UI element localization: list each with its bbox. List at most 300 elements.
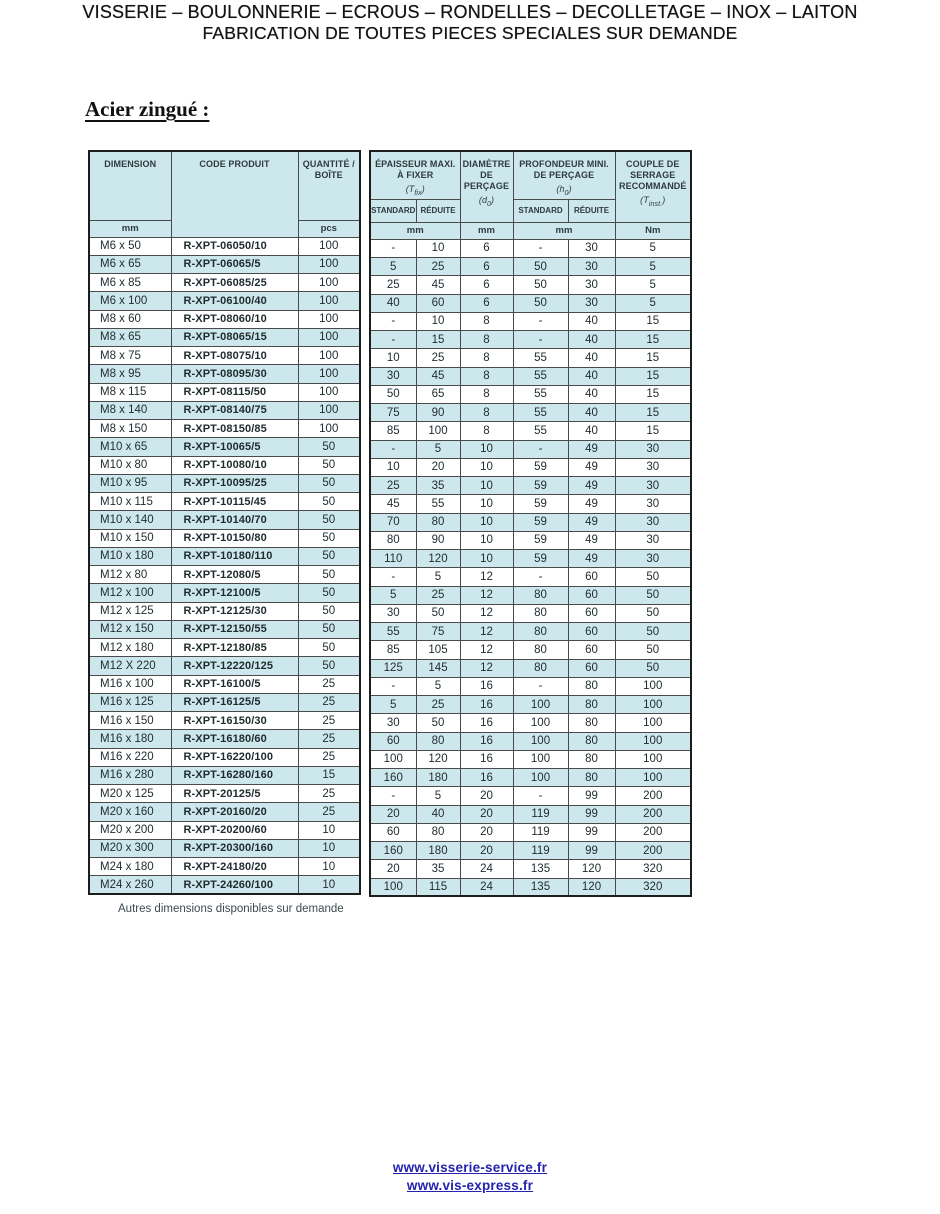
dimension-cell: M8 x 95 <box>89 365 171 383</box>
subheader-profondeur-reduite: RÉDUITE <box>568 199 615 222</box>
epaisseur-standard-cell: 5 <box>370 258 416 276</box>
code-produit-cell: R-XPT-12150/55 <box>171 620 298 638</box>
quantity-cell: 100 <box>298 420 360 438</box>
profondeur-reduite-cell: 120 <box>568 860 615 878</box>
quantity-cell: 100 <box>298 255 360 273</box>
code-produit-cell: R-XPT-08140/75 <box>171 401 298 419</box>
epaisseur-reduite-cell: 5 <box>416 440 460 458</box>
table-row <box>370 769 691 787</box>
profondeur-standard-cell: - <box>513 677 568 695</box>
epaisseur-reduite-cell: 60 <box>416 294 460 312</box>
couple-serrage-cell: 5 <box>615 276 691 294</box>
table-row <box>370 878 691 896</box>
diametre-symbol: $(d_0)$ <box>478 195 495 208</box>
diametre-cell: 20 <box>460 842 513 860</box>
quantity-cell: 25 <box>298 748 360 766</box>
page-header <box>0 2 940 44</box>
right-table-body <box>370 239 691 896</box>
diametre-cell: 24 <box>460 860 513 878</box>
column-header-couple: COUPLE DE SERRAGE RECOMMANDÉ $(T_{inst.})$ <box>615 151 691 222</box>
epaisseur-reduite-cell: 80 <box>416 513 460 531</box>
couple-serrage-cell: 100 <box>615 750 691 768</box>
diametre-cell: 12 <box>460 604 513 622</box>
epaisseur-standard-cell: 50 <box>370 385 416 403</box>
dimension-cell: M12 x 150 <box>89 620 171 638</box>
code-produit-cell: R-XPT-24260/100 <box>171 876 298 894</box>
diametre-cell: 10 <box>460 458 513 476</box>
couple-serrage-cell: 15 <box>615 367 691 385</box>
unit-diametre: mm <box>460 222 513 239</box>
code-produit-cell: R-XPT-24180/20 <box>171 858 298 876</box>
table-row <box>89 255 360 273</box>
diametre-cell: 8 <box>460 385 513 403</box>
diametre-cell: 10 <box>460 550 513 568</box>
profondeur-reduite-cell: 40 <box>568 404 615 422</box>
quantity-cell: 100 <box>298 401 360 419</box>
column-header-epaisseur: ÉPAISSEUR MAXI. À FIXER $(T_{fix})$ <box>370 151 460 199</box>
couple-serrage-cell: 50 <box>615 586 691 604</box>
profondeur-reduite-cell: 49 <box>568 531 615 549</box>
table-row <box>370 331 691 349</box>
quantity-cell: 100 <box>298 383 360 401</box>
table-row <box>89 748 360 766</box>
profondeur-reduite-cell: 40 <box>568 422 615 440</box>
epaisseur-standard-cell: 10 <box>370 349 416 367</box>
epaisseur-reduite-cell: 25 <box>416 696 460 714</box>
table-row <box>89 839 360 857</box>
code-produit-cell: R-XPT-20300/160 <box>171 839 298 857</box>
epaisseur-standard-cell: - <box>370 331 416 349</box>
epaisseur-reduite-cell: 40 <box>416 805 460 823</box>
epaisseur-reduite-cell: 5 <box>416 568 460 586</box>
profondeur-standard-cell: - <box>513 331 568 349</box>
quantity-cell: 50 <box>298 657 360 675</box>
profondeur-reduite-cell: 49 <box>568 477 615 495</box>
profondeur-standard-cell: 80 <box>513 623 568 641</box>
couple-serrage-cell: 50 <box>615 623 691 641</box>
epaisseur-standard-cell: 40 <box>370 294 416 312</box>
epaisseur-reduite-cell: 55 <box>416 495 460 513</box>
profondeur-reduite-cell: 99 <box>568 842 615 860</box>
column-header-profondeur: PROFONDEUR MINI. DE PERÇAGE $(h_0)$ <box>513 151 615 199</box>
dimension-cell: M20 x 160 <box>89 803 171 821</box>
table-row <box>89 383 360 401</box>
table-row <box>370 659 691 677</box>
diametre-cell: 10 <box>460 440 513 458</box>
table-row <box>89 712 360 730</box>
profondeur-reduite-cell: 99 <box>568 823 615 841</box>
column-header-quantite-boite: QUANTITÉ / BOÎTE <box>298 151 360 220</box>
diametre-cell: 20 <box>460 805 513 823</box>
quantity-cell: 25 <box>298 712 360 730</box>
profondeur-standard-cell: - <box>513 787 568 805</box>
code-produit-cell: R-XPT-08150/85 <box>171 420 298 438</box>
profondeur-standard-cell: 50 <box>513 294 568 312</box>
epaisseur-standard-cell: 30 <box>370 367 416 385</box>
quantity-cell: 50 <box>298 584 360 602</box>
table-row <box>89 639 360 657</box>
code-produit-cell: R-XPT-12100/5 <box>171 584 298 602</box>
dimension-cell: M20 x 200 <box>89 821 171 839</box>
quantity-cell: 10 <box>298 839 360 857</box>
quantity-cell: 10 <box>298 821 360 839</box>
profondeur-standard-cell: 59 <box>513 531 568 549</box>
table-row <box>370 750 691 768</box>
table-row <box>89 566 360 584</box>
profondeur-symbol: $(h_0)$ <box>556 184 572 197</box>
epaisseur-standard-cell: 75 <box>370 404 416 422</box>
profondeur-standard-cell: 119 <box>513 805 568 823</box>
dimension-cell: M12 x 100 <box>89 584 171 602</box>
couple-serrage-cell: 50 <box>615 568 691 586</box>
quantity-cell: 50 <box>298 620 360 638</box>
couple-serrage-cell: 15 <box>615 422 691 440</box>
couple-serrage-cell: 100 <box>615 732 691 750</box>
epaisseur-standard-cell: - <box>370 312 416 330</box>
dimension-cell: M20 x 125 <box>89 785 171 803</box>
dimension-cell: M10 x 65 <box>89 438 171 456</box>
code-produit-cell: R-XPT-20125/5 <box>171 785 298 803</box>
diametre-cell: 12 <box>460 623 513 641</box>
diametre-cell: 16 <box>460 714 513 732</box>
epaisseur-reduite-cell: 180 <box>416 769 460 787</box>
profondeur-reduite-cell: 60 <box>568 586 615 604</box>
code-produit-cell: R-XPT-16180/60 <box>171 730 298 748</box>
table-row <box>370 367 691 385</box>
epaisseur-standard-cell: - <box>370 239 416 257</box>
epaisseur-reduite-cell: 145 <box>416 659 460 677</box>
profondeur-standard-cell: 100 <box>513 732 568 750</box>
profondeur-reduite-cell: 49 <box>568 458 615 476</box>
table-row <box>89 766 360 784</box>
diametre-cell: 8 <box>460 422 513 440</box>
dimension-cell: M16 x 220 <box>89 748 171 766</box>
table-row <box>89 310 360 328</box>
product-table <box>88 150 692 897</box>
epaisseur-reduite-cell: 115 <box>416 878 460 896</box>
profondeur-standard-cell: 135 <box>513 860 568 878</box>
table-row <box>370 294 691 312</box>
couple-serrage-cell: 320 <box>615 860 691 878</box>
epaisseur-standard-cell: 100 <box>370 878 416 896</box>
profondeur-reduite-cell: 80 <box>568 769 615 787</box>
dimension-cell: M10 x 180 <box>89 547 171 565</box>
quantity-cell: 25 <box>298 730 360 748</box>
dimension-cell: M6 x 85 <box>89 274 171 292</box>
table-row <box>89 438 360 456</box>
epaisseur-standard-cell: 85 <box>370 641 416 659</box>
quantity-cell: 100 <box>298 310 360 328</box>
table-row <box>370 513 691 531</box>
column-header-diametre: DIAMÈTRE DE PERÇAGE $(d_0)$ <box>460 151 513 222</box>
code-produit-cell: R-XPT-16125/5 <box>171 693 298 711</box>
table-row <box>370 239 691 257</box>
epaisseur-reduite-cell: 10 <box>416 312 460 330</box>
table-row <box>370 477 691 495</box>
epaisseur-reduite-cell: 50 <box>416 714 460 732</box>
couple-serrage-cell: 200 <box>615 787 691 805</box>
couple-serrage-cell: 30 <box>615 531 691 549</box>
table-row <box>370 531 691 549</box>
epaisseur-reduite-cell: 100 <box>416 422 460 440</box>
quantity-cell: 50 <box>298 511 360 529</box>
couple-symbol: $(T_{inst.})$ <box>640 195 666 208</box>
quantity-cell: 100 <box>298 347 360 365</box>
diametre-cell: 16 <box>460 732 513 750</box>
epaisseur-reduite-cell: 75 <box>416 623 460 641</box>
quantity-cell: 25 <box>298 803 360 821</box>
table-row <box>370 677 691 695</box>
profondeur-standard-cell: 59 <box>513 458 568 476</box>
website-link-vis-express[interactable]: www.vis-express.fr <box>406 1178 534 1193</box>
profondeur-reduite-cell: 60 <box>568 659 615 677</box>
table-row <box>370 696 691 714</box>
profondeur-standard-cell: 55 <box>513 422 568 440</box>
dimension-cell: M6 x 100 <box>89 292 171 310</box>
dimension-cell: M10 x 150 <box>89 529 171 547</box>
code-produit-cell: R-XPT-08060/10 <box>171 310 298 328</box>
quantity-cell: 10 <box>298 858 360 876</box>
table-row <box>89 730 360 748</box>
table-row <box>370 805 691 823</box>
profondeur-reduite-cell: 40 <box>568 349 615 367</box>
profondeur-reduite-cell: 80 <box>568 750 615 768</box>
profondeur-reduite-cell: 60 <box>568 604 615 622</box>
diametre-cell: 12 <box>460 641 513 659</box>
table-row <box>89 420 360 438</box>
couple-serrage-cell: 15 <box>615 404 691 422</box>
dimension-cell: M10 x 80 <box>89 456 171 474</box>
epaisseur-reduite-cell: 80 <box>416 732 460 750</box>
table-row <box>89 584 360 602</box>
quantity-cell: 100 <box>298 237 360 255</box>
dimension-cell: M8 x 140 <box>89 401 171 419</box>
couple-serrage-cell: 5 <box>615 239 691 257</box>
code-produit-cell: R-XPT-12180/85 <box>171 639 298 657</box>
quantity-cell: 50 <box>298 639 360 657</box>
table-row <box>370 787 691 805</box>
dimension-cell: M12 X 220 <box>89 657 171 675</box>
code-produit-cell: R-XPT-16150/30 <box>171 712 298 730</box>
profondeur-standard-cell: 80 <box>513 641 568 659</box>
diametre-cell: 10 <box>460 513 513 531</box>
table-row <box>370 258 691 276</box>
couple-serrage-cell: 30 <box>615 495 691 513</box>
product-table-left <box>88 150 361 895</box>
table-row <box>370 312 691 330</box>
table-row <box>89 693 360 711</box>
profondeur-standard-cell: - <box>513 440 568 458</box>
unit-couple: Nm <box>615 222 691 239</box>
footnote: Autres dimensions disponibles sur demande <box>118 903 344 915</box>
dimension-cell: M16 x 125 <box>89 693 171 711</box>
dimension-cell: M24 x 260 <box>89 876 171 894</box>
couple-serrage-cell: 100 <box>615 696 691 714</box>
epaisseur-standard-cell: 45 <box>370 495 416 513</box>
table-row <box>370 276 691 294</box>
profondeur-standard-cell: 50 <box>513 276 568 294</box>
profondeur-standard-cell: 119 <box>513 842 568 860</box>
table-row <box>89 274 360 292</box>
quantity-cell: 50 <box>298 456 360 474</box>
epaisseur-standard-cell: 110 <box>370 550 416 568</box>
diametre-cell: 6 <box>460 258 513 276</box>
unit-dimension: mm <box>89 220 171 237</box>
quantity-cell: 50 <box>298 547 360 565</box>
table-row <box>89 365 360 383</box>
unit-epaisseur: mm <box>370 222 460 239</box>
code-produit-cell: R-XPT-16220/100 <box>171 748 298 766</box>
profondeur-reduite-cell: 40 <box>568 312 615 330</box>
column-header-code-produit: CODE PRODUIT <box>171 151 298 237</box>
table-row <box>370 823 691 841</box>
profondeur-standard-cell: 100 <box>513 769 568 787</box>
profondeur-reduite-cell: 40 <box>568 367 615 385</box>
table-row <box>89 620 360 638</box>
table-row <box>370 604 691 622</box>
profondeur-standard-cell: 55 <box>513 367 568 385</box>
quantity-cell: 50 <box>298 493 360 511</box>
code-produit-cell: R-XPT-12080/5 <box>171 566 298 584</box>
table-row <box>370 440 691 458</box>
epaisseur-reduite-cell: 105 <box>416 641 460 659</box>
quantity-cell: 25 <box>298 693 360 711</box>
code-produit-cell: R-XPT-06050/10 <box>171 237 298 255</box>
code-produit-cell: R-XPT-08115/50 <box>171 383 298 401</box>
code-produit-cell: R-XPT-16280/160 <box>171 766 298 784</box>
subheader-epaisseur-standard: STANDARD <box>370 199 416 222</box>
dimension-cell: M10 x 95 <box>89 474 171 492</box>
quantity-cell: 100 <box>298 328 360 346</box>
profondeur-standard-cell: 55 <box>513 349 568 367</box>
epaisseur-standard-cell: 85 <box>370 422 416 440</box>
quantity-cell: 100 <box>298 365 360 383</box>
code-produit-cell: R-XPT-12125/30 <box>171 602 298 620</box>
left-table-body <box>89 237 360 894</box>
epaisseur-reduite-cell: 25 <box>416 349 460 367</box>
table-row <box>370 732 691 750</box>
code-produit-cell: R-XPT-10140/70 <box>171 511 298 529</box>
epaisseur-reduite-cell: 90 <box>416 404 460 422</box>
profondeur-reduite-cell: 49 <box>568 550 615 568</box>
profondeur-standard-cell: 59 <box>513 495 568 513</box>
code-produit-cell: R-XPT-12220/125 <box>171 657 298 675</box>
profondeur-reduite-cell: 30 <box>568 294 615 312</box>
code-produit-cell: R-XPT-20160/20 <box>171 803 298 821</box>
table-row <box>370 458 691 476</box>
table-row <box>89 328 360 346</box>
couple-serrage-cell: 30 <box>615 513 691 531</box>
profondeur-reduite-cell: 80 <box>568 696 615 714</box>
epaisseur-reduite-cell: 120 <box>416 550 460 568</box>
diametre-cell: 10 <box>460 495 513 513</box>
couple-serrage-cell: 15 <box>615 349 691 367</box>
website-link-visserie-service[interactable]: www.visserie-service.fr <box>392 1160 548 1175</box>
couple-serrage-cell: 200 <box>615 842 691 860</box>
dimension-cell: M8 x 150 <box>89 420 171 438</box>
epaisseur-standard-cell: 5 <box>370 696 416 714</box>
couple-serrage-cell: 15 <box>615 385 691 403</box>
epaisseur-standard-cell: - <box>370 787 416 805</box>
epaisseur-standard-cell: - <box>370 568 416 586</box>
quantity-cell: 25 <box>298 785 360 803</box>
profondeur-standard-cell: 80 <box>513 604 568 622</box>
table-row <box>370 550 691 568</box>
epaisseur-standard-cell: 20 <box>370 805 416 823</box>
profondeur-reduite-cell: 120 <box>568 878 615 896</box>
epaisseur-reduite-cell: 50 <box>416 604 460 622</box>
epaisseur-standard-cell: 125 <box>370 659 416 677</box>
page-title-line1: VISSERIE – BOULONNERIE – ECROUS – RONDELLES – DECOLLETAGE – INOX – LAITON <box>82 2 858 22</box>
epaisseur-reduite-cell: 20 <box>416 458 460 476</box>
diametre-cell: 8 <box>460 349 513 367</box>
epaisseur-standard-cell: 30 <box>370 604 416 622</box>
epaisseur-reduite-cell: 35 <box>416 477 460 495</box>
quantity-cell: 100 <box>298 274 360 292</box>
dimension-cell: M12 x 180 <box>89 639 171 657</box>
diametre-cell: 16 <box>460 769 513 787</box>
profondeur-standard-cell: 59 <box>513 550 568 568</box>
diametre-cell: 6 <box>460 239 513 257</box>
profondeur-standard-cell: - <box>513 312 568 330</box>
table-row <box>89 675 360 693</box>
dimension-cell: M10 x 115 <box>89 493 171 511</box>
code-produit-cell: R-XPT-08095/30 <box>171 365 298 383</box>
epaisseur-standard-cell: - <box>370 440 416 458</box>
table-row <box>370 623 691 641</box>
profondeur-standard-cell: 59 <box>513 477 568 495</box>
page-title-line2: FABRICATION DE TOUTES PIECES SPECIALES SUR DEMANDE <box>202 23 738 43</box>
epaisseur-standard-cell: 60 <box>370 823 416 841</box>
profondeur-reduite-cell: 80 <box>568 677 615 695</box>
couple-serrage-cell: 15 <box>615 312 691 330</box>
code-produit-cell: R-XPT-10095/25 <box>171 474 298 492</box>
diametre-cell: 12 <box>460 568 513 586</box>
epaisseur-standard-cell: 80 <box>370 531 416 549</box>
couple-serrage-cell: 5 <box>615 294 691 312</box>
profondeur-reduite-cell: 60 <box>568 568 615 586</box>
table-row <box>370 349 691 367</box>
couple-serrage-cell: 50 <box>615 659 691 677</box>
table-row <box>370 495 691 513</box>
quantity-cell: 15 <box>298 766 360 784</box>
profondeur-standard-cell: - <box>513 239 568 257</box>
profondeur-reduite-cell: 49 <box>568 495 615 513</box>
epaisseur-standard-cell: 60 <box>370 732 416 750</box>
epaisseur-reduite-cell: 120 <box>416 750 460 768</box>
quantity-cell: 100 <box>298 292 360 310</box>
code-produit-cell: R-XPT-10115/45 <box>171 493 298 511</box>
dimension-cell: M16 x 180 <box>89 730 171 748</box>
epaisseur-reduite-cell: 10 <box>416 239 460 257</box>
table-row <box>89 602 360 620</box>
table-row <box>370 842 691 860</box>
couple-serrage-cell: 100 <box>615 677 691 695</box>
diametre-cell: 20 <box>460 787 513 805</box>
table-row <box>370 568 691 586</box>
diametre-cell: 6 <box>460 294 513 312</box>
quantity-cell: 25 <box>298 675 360 693</box>
epaisseur-reduite-cell: 180 <box>416 842 460 860</box>
epaisseur-symbol: $(T_{fix})$ <box>405 184 425 197</box>
table-row <box>89 547 360 565</box>
quantity-cell: 10 <box>298 876 360 894</box>
epaisseur-reduite-cell: 25 <box>416 586 460 604</box>
dimension-cell: M6 x 65 <box>89 255 171 273</box>
diametre-cell: 12 <box>460 586 513 604</box>
table-row <box>89 803 360 821</box>
diametre-cell: 8 <box>460 312 513 330</box>
